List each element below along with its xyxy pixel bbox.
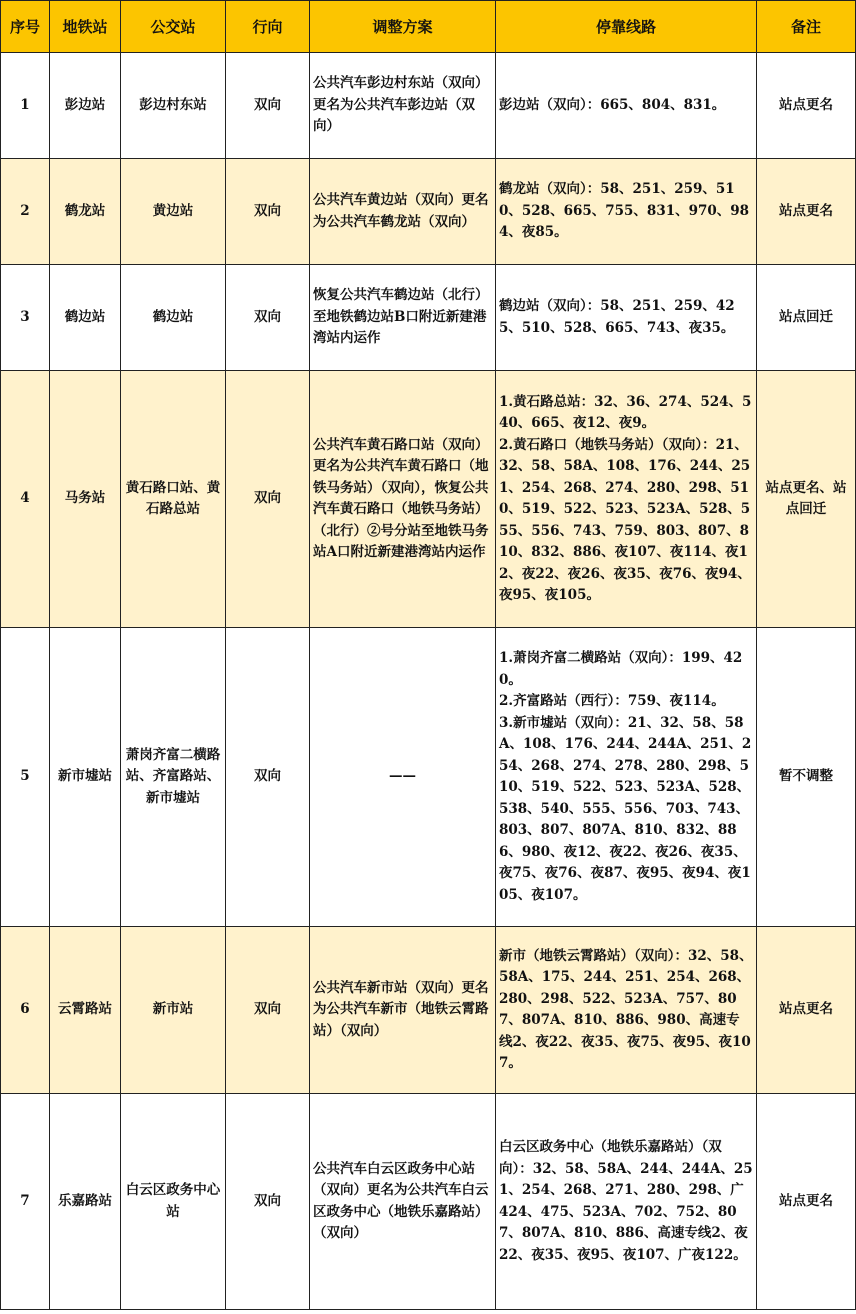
cell-note: 暂不调整: [757, 628, 856, 927]
route-line: 1.黄石路总站：32、36、274、524、540、665、夜12、夜9。: [499, 393, 752, 431]
cell-no: 5: [1, 628, 50, 927]
cell-note: 站点更名: [757, 927, 856, 1094]
cell-direction: 双向: [226, 265, 310, 371]
cell-note: 站点更名: [757, 159, 856, 265]
route-line: 2.齐富路站（西行）：759、夜114。: [499, 693, 725, 709]
header-routes: 停靠线路: [496, 1, 757, 53]
cell-note: 站点更名: [757, 53, 856, 159]
cell-metro-station: 彭边站: [50, 53, 121, 159]
cell-routes: [496, 159, 757, 265]
table-row: [1, 371, 856, 628]
cell-adjustment-plan: 恢复公共汽车鹤边站（北行）至地铁鹤边站B口附近新建港湾站内运作: [310, 265, 496, 371]
cell-bus-station: 鹤边站: [121, 265, 226, 371]
cell-adjustment-plan: 公共汽车新市站（双向）更名为公共汽车新市（地铁云霄路站）（双向）: [310, 927, 496, 1094]
cell-note: 站点更名: [757, 1094, 856, 1310]
cell-routes: [496, 927, 757, 1094]
header-bus-station: 公交站: [121, 1, 226, 53]
cell-adjustment-plan: 公共汽车白云区政务中心站（双向）更名为公共汽车白云区政务中心（地铁乐嘉路站）（双向）: [310, 1094, 496, 1310]
table-row: [1, 1094, 856, 1310]
cell-metro-station: 鹤边站: [50, 265, 121, 371]
cell-routes: [496, 628, 757, 927]
header-row: [1, 1, 856, 53]
route-line: 彭边站（双向）：665、804、831。: [499, 96, 726, 113]
cell-direction: 双向: [226, 53, 310, 159]
cell-direction: 双向: [226, 159, 310, 265]
cell-metro-station: 新市墟站: [50, 628, 121, 927]
route-line: 新市（地铁云霄路站）（双向）：32、58、58A、175、244、251、254、268、280、298、522、523A、757、807、807A、810、886、980、高速专线2、夜22、夜35、夜75、夜95、夜107。: [499, 947, 753, 1071]
route-line: 白云区政务中心（地铁乐嘉路站）（双向）：32、58、58A、244、244A、251、254、268、271、280、298、广424、475、523A、702、752、807、807A、810、886、高速专线2、夜22、夜35、夜95、夜107、广夜122。: [499, 1139, 753, 1263]
route-line: 1.萧岗齐富二横路站（双向）：199、420。: [499, 650, 743, 688]
cell-metro-station: 鹤龙站: [50, 159, 121, 265]
cell-no: 4: [1, 371, 50, 628]
cell-adjustment-plan: 公共汽车彭边村东站（双向）更名为公共汽车彭边站（双向）: [310, 53, 496, 159]
cell-bus-station: 新市站: [121, 927, 226, 1094]
cell-metro-station: 马务站: [50, 371, 121, 628]
cell-note: 站点回迁: [757, 265, 856, 371]
header-direction: 行向: [226, 1, 310, 53]
route-line: 2.黄石路口（地铁马务站）（双向）：21、32、58、58A、108、176、244、251、254、268、274、280、298、510、519、522、523、523A、528、555、556、743、759、803、807、810、832、886、夜107、夜114、夜12、夜22、夜26、夜35、夜76、夜94、夜95、夜105。: [499, 436, 751, 603]
cell-metro-station: 乐嘉路站: [50, 1094, 121, 1310]
cell-bus-station: 萧岗齐富二横路站、齐富路站、新市墟站: [121, 628, 226, 927]
table-row: [1, 53, 856, 159]
cell-adjustment-plan: 公共汽车黄边站（双向）更名为公共汽车鹤龙站（双向）: [310, 159, 496, 265]
route-line: 3.新市墟站（双向）：21、32、58、58A、108、176、244、244A、251、254、268、274、278、280、298、510、519、522、523、523A、528、538、540、555、556、703、743、803、807、807A、810、832、886、980、夜12、夜22、夜26、夜35、夜75、夜76、夜87、夜95、夜94、夜105、夜107。: [499, 714, 752, 903]
cell-bus-station: 白云区政务中心站: [121, 1094, 226, 1310]
cell-routes: [496, 265, 757, 371]
cell-direction: 双向: [226, 371, 310, 628]
cell-no: 2: [1, 159, 50, 265]
table-row: [1, 265, 856, 371]
cell-routes: [496, 371, 757, 628]
table-row: [1, 159, 856, 265]
cell-routes: [496, 53, 757, 159]
cell-bus-station: 黄石路口站、黄石路总站: [121, 371, 226, 628]
cell-direction: 双向: [226, 628, 310, 927]
header-metro-station: 地铁站: [50, 1, 121, 53]
cell-adjustment-plan: 公共汽车黄石路口站（双向）更名为公共汽车黄石路口（地铁马务站）（双向），恢复公共汽车黄石路口（地铁马务站）（北行）②号分站至地铁马务站A口附近新建港湾站内运作: [310, 371, 496, 628]
cell-no: 1: [1, 53, 50, 159]
table-row: [1, 927, 856, 1094]
cell-no: 6: [1, 927, 50, 1094]
cell-no: 3: [1, 265, 50, 371]
header-note: 备注: [757, 1, 856, 53]
header-adjustment-plan: 调整方案: [310, 1, 496, 53]
cell-metro-station: 云霄路站: [50, 927, 121, 1094]
cell-note: 站点更名、站点回迁: [757, 371, 856, 628]
header-no: 序号: [1, 1, 50, 53]
cell-direction: 双向: [226, 1094, 310, 1310]
cell-adjustment-plan: ——: [310, 628, 496, 927]
cell-direction: 双向: [226, 927, 310, 1094]
cell-bus-station: 彭边村东站: [121, 53, 226, 159]
cell-bus-station: 黄边站: [121, 159, 226, 265]
route-line: 鹤边站（双向）：58、251、259、425、510、528、665、743、夜35。: [499, 298, 735, 336]
route-line: 鹤龙站（双向）：58、251、259、510、528、665、755、831、970、984、夜85。: [499, 181, 750, 241]
table-row: [1, 628, 856, 927]
cell-no: 7: [1, 1094, 50, 1310]
cell-routes: [496, 1094, 757, 1310]
